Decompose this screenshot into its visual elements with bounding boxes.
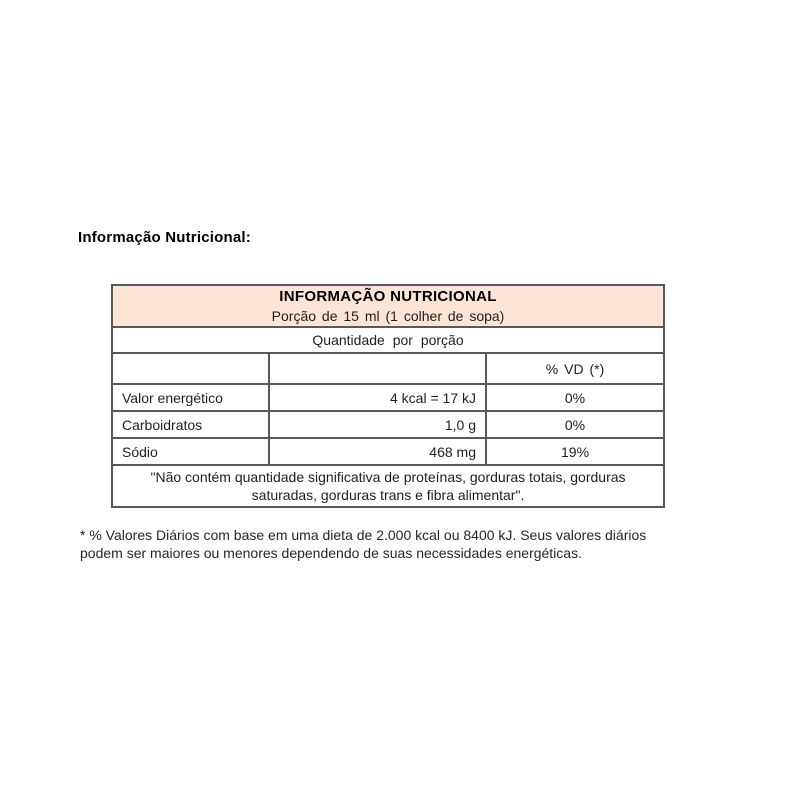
daily-values-footnote: * % Valores Diários com base em uma dieta de 2.000 kcal ou 8400 kJ. Seus valores diários podem ser maiores ou menores dependendo de suas necessidades energéticas. xyxy=(80,527,647,561)
nutrient-vd: 0% xyxy=(486,411,664,438)
quantity-header: Quantidade por porção xyxy=(112,327,664,353)
table-row xyxy=(112,384,664,411)
note-row xyxy=(112,465,664,507)
table-row xyxy=(112,411,664,438)
nutrient-amount: 4 kcal = 17 kJ xyxy=(269,384,486,411)
nutrient-amount: 468 mg xyxy=(269,438,486,465)
table-note: "Não contém quantidade significativa de proteínas, gorduras totais, gorduras saturadas, gorduras trans e fibra alimentar". xyxy=(112,465,664,507)
table-row xyxy=(112,438,664,465)
nutrient-vd: 19% xyxy=(486,438,664,465)
nutrient-label: Sódio xyxy=(112,438,269,465)
empty-cell xyxy=(112,353,269,384)
serving-size: Porção de 15 ml (1 colher de sopa) xyxy=(271,308,505,324)
nutrient-vd: 0% xyxy=(486,384,664,411)
empty-cell xyxy=(269,353,486,384)
vd-column-header: % VD (*) xyxy=(486,353,664,384)
nutrition-table xyxy=(111,284,665,508)
column-header-row xyxy=(112,353,664,384)
table-title: INFORMAÇÃO NUTRICIONAL xyxy=(279,288,497,305)
table-header-cell xyxy=(112,285,664,327)
quantity-header-row xyxy=(112,327,664,353)
nutrient-label: Valor energético xyxy=(112,384,269,411)
page-title: Informação Nutricional: xyxy=(78,229,251,246)
table-header-row xyxy=(112,285,664,327)
nutrient-amount: 1,0 g xyxy=(269,411,486,438)
nutrient-label: Carboidratos xyxy=(112,411,269,438)
